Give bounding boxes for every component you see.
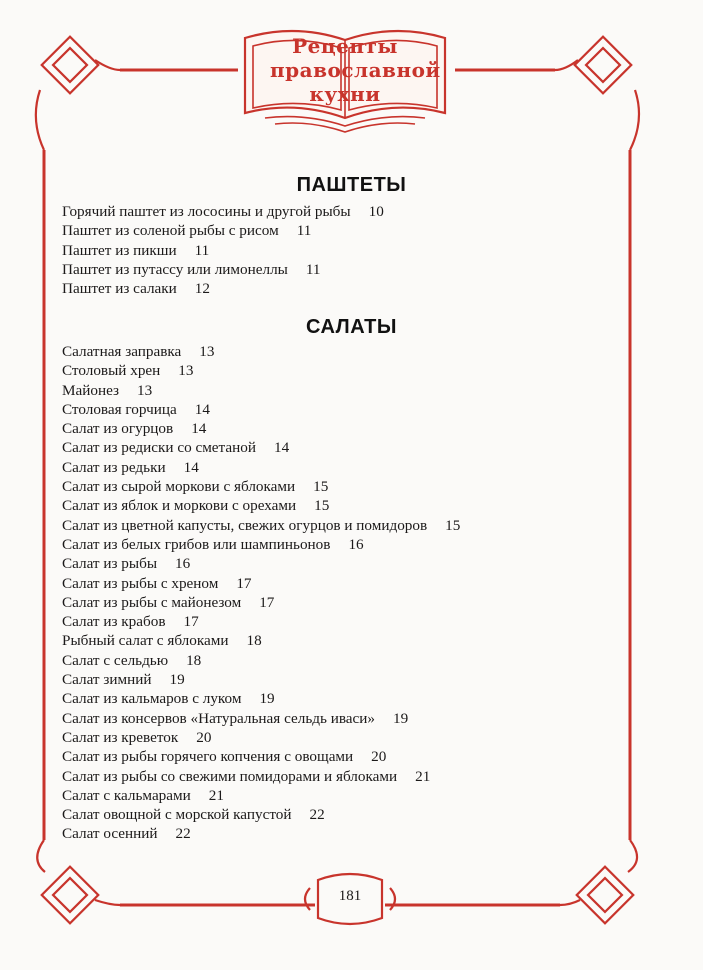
book-title-line-2: православной: [270, 58, 441, 82]
toc-entry-title: Горячий паштет из лососины и другой рыбы: [62, 203, 351, 220]
toc-entry[interactable]: [62, 805, 460, 824]
toc-entry-title: Салат из консервов «Натуральная сельдь иваси»: [62, 709, 375, 727]
toc-entry[interactable]: [62, 381, 460, 400]
toc-entry[interactable]: [62, 361, 460, 380]
corner-knot-bottom-left: [37, 840, 120, 923]
toc-entry-title: Столовая горчица: [62, 400, 177, 418]
toc-entry-page: 19: [169, 671, 185, 689]
toc-entry-page: 13: [178, 362, 194, 380]
toc-entry-title: Салат из рыбы с хреном: [62, 574, 219, 592]
toc-entry[interactable]: [62, 631, 460, 650]
toc-entry-title: Салат с кальмарами: [62, 786, 191, 804]
toc-entry-title: Паштет из пикши: [62, 241, 177, 259]
toc-entry-page: 22: [309, 806, 325, 824]
toc-entry-title: Салат из яблок и моркови с орехами: [62, 497, 297, 515]
toc-entry[interactable]: [62, 221, 384, 240]
toc-entry[interactable]: [62, 728, 460, 747]
toc-entry-title: Салат из огурцов: [62, 420, 174, 438]
toc-entry-title: Салат из рыбы со свежими помидорами и яблоками: [62, 767, 398, 785]
toc-entry-page: 21: [415, 767, 431, 785]
toc-entry-page: 14: [194, 400, 210, 418]
toc-entry-page: 16: [348, 535, 364, 553]
toc-entry[interactable]: [62, 496, 460, 515]
toc-entry[interactable]: [62, 593, 460, 612]
toc-entry-page: 18: [246, 632, 262, 650]
toc-entry[interactable]: [62, 260, 384, 279]
toc-entry-title: Салат овощной с морской капустой: [62, 806, 292, 824]
toc-entry-page: 13: [137, 381, 153, 399]
toc-entry[interactable]: [62, 516, 460, 535]
toc-entry-title: Салатная заправка: [62, 343, 182, 360]
page-number: 181: [338, 888, 362, 904]
toc-entry-page: 17: [183, 613, 199, 631]
toc-entry[interactable]: [62, 419, 460, 438]
toc-entry-title: Салат из кальмаров с луком: [62, 690, 242, 708]
toc-entry-page: 15: [445, 516, 461, 534]
toc-entry-page: 17: [236, 574, 252, 592]
toc-entry-page: 10: [368, 203, 384, 220]
toc-entry-page: 11: [305, 260, 321, 278]
toc-entry[interactable]: [62, 554, 460, 573]
section-heading-pates: ПАШТЕТЫ: [296, 174, 407, 196]
toc-entry[interactable]: [62, 824, 460, 843]
toc-entry-title: Салат из цветной капусты, свежих огурцов и помидоров: [62, 516, 428, 534]
toc-entry[interactable]: [62, 709, 460, 728]
toc-entry[interactable]: [62, 458, 460, 477]
corner-knot-bottom-right: [560, 840, 637, 923]
toc-entry-title: Салат осенний: [62, 825, 158, 843]
toc-entry[interactable]: [62, 342, 460, 361]
toc-entry-page: 13: [199, 343, 215, 360]
toc-entry-page: 15: [313, 478, 329, 496]
section-heading-salads: САЛАТЫ: [306, 316, 397, 338]
toc-list-pates: [62, 202, 384, 298]
toc-entry-page: 11: [296, 222, 312, 240]
toc-entry-title: Салат из рыбы: [62, 555, 158, 573]
toc-entry-page: 15: [314, 497, 330, 515]
toc-entry-title: Салат из рыбы с майонезом: [62, 593, 242, 611]
toc-list-salads: [62, 342, 460, 844]
toc-entry[interactable]: [62, 574, 460, 593]
toc-entry-title: Салат из редьки: [62, 458, 166, 476]
toc-entry[interactable]: [62, 767, 460, 786]
toc-entry-page: 14: [273, 439, 290, 457]
toc-entry[interactable]: [62, 202, 384, 221]
toc-entry-page: 14: [191, 420, 207, 438]
toc-entry-title: Паштет из соленой рыбы с рисом: [62, 222, 279, 240]
toc-entry-page: 22: [175, 825, 191, 843]
toc-entry-page: 19: [259, 690, 275, 708]
toc-entry-title: Салат с сельдью: [62, 651, 169, 669]
toc-entry-page: 16: [175, 555, 191, 573]
toc-entry-title: Салат зимний: [62, 671, 152, 689]
toc-entry-page: 21: [208, 786, 224, 804]
toc-entry-title: Салат из креветок: [62, 728, 179, 746]
toc-entry-title: Салат из редиски со сметаной: [62, 439, 256, 457]
toc-entry-title: Салат из рыбы горячего копчения с овощами: [62, 748, 354, 766]
toc-entry-title: Рыбный салат с яблоками: [62, 632, 229, 650]
toc-entry[interactable]: [62, 477, 460, 496]
toc-entry-page: 14: [183, 458, 199, 476]
corner-knot-top-left: [36, 37, 120, 150]
book-title-line-1: Рецепты: [292, 34, 398, 58]
book-title-line-3: кухни: [309, 82, 381, 106]
toc-entry-title: Салат из крабов: [62, 613, 166, 631]
toc-entry[interactable]: [62, 747, 460, 766]
toc-entry[interactable]: [62, 786, 460, 805]
toc-entry[interactable]: [62, 535, 460, 554]
toc-entry[interactable]: [62, 689, 460, 708]
toc-entry-page: 19: [393, 709, 409, 727]
toc-entry-title: Столовый хрен: [62, 362, 161, 380]
toc-entry[interactable]: [62, 241, 384, 260]
corner-knot-top-right: [555, 37, 639, 150]
toc-entry-page: 20: [371, 748, 387, 766]
toc-entry-page: 17: [259, 593, 275, 611]
toc-entry[interactable]: [62, 279, 384, 298]
toc-entry[interactable]: [62, 612, 460, 631]
book-title: [270, 34, 441, 106]
toc-entry-title: Майонез: [62, 381, 120, 399]
toc-entry-page: 20: [196, 728, 212, 746]
toc-entry-page: 12: [194, 280, 210, 298]
toc-entry[interactable]: [62, 670, 460, 689]
toc-entry-title: Салат из белых грибов или шампиньонов: [62, 535, 331, 553]
toc-entry[interactable]: [62, 438, 460, 457]
toc-entry-page: 18: [186, 651, 202, 669]
toc-entry-title: Паштет из салаки: [62, 280, 177, 298]
toc-entry-title: Салат из сырой моркови с яблоками: [62, 478, 296, 496]
toc-entry-title: Паштет из путассу или лимонеллы: [62, 260, 288, 278]
toc-entry[interactable]: [62, 651, 460, 670]
toc-entry[interactable]: [62, 400, 460, 419]
toc-entry-page: 11: [194, 241, 210, 259]
